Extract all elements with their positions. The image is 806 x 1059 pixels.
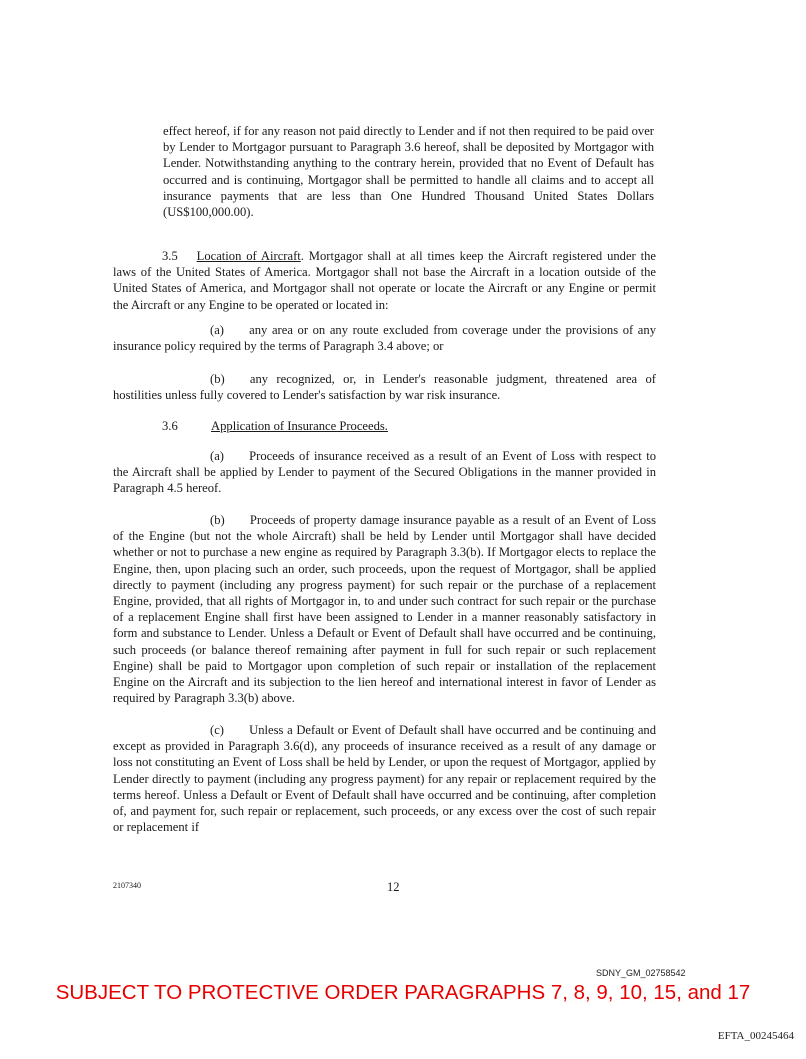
section-3-5-number: 3.5	[162, 249, 178, 263]
section-3-6-b: (b) Proceeds of property damage insurance payable as a result of an Event of Loss of the Engine (but not the whole Aircraft) shall be held by Lender until Mortgagor shall have decided whether or not to purchase a new engine as required by Paragraph 3.3(b). If Mortgagor elects to replace the Engine, then, upon placing such an order, such proceeds, upon the request of Mortgagor, shall be applied directly to payment (including any progress payment) for such repair or the purchase of a replacement Engine, provided, that all rights of Mortgagor in, to and under such contract for such repair or the purchase of a replacement Engine shall first have been assigned to Lender in a manner reasonably satisfactory in form and substance to Lender. Unless a Default or Event of Default shall have occurred and be continuing, such proceeds (or balance thereof remaining after payment in full for such repair or such replacement Engine) shall be paid to Mortgagor upon completion of such repair or installation of the replacement Engine on the Aircraft and its subjection to the lien hereof and international interest in favor of Lender as required by Paragraph 3.3(b) above.	[113, 513, 656, 706]
section-3-5-title: Location of Aircraft	[196, 249, 301, 263]
document-id: 2107340	[113, 881, 141, 890]
protective-order-banner: SUBJECT TO PROTECTIVE ORDER PARAGRAPHS 7, 8, 9, 10, 15, and 17	[55, 981, 751, 1004]
page-number: 12	[387, 880, 400, 894]
section-3-5-a: (a) any area or on any route excluded from coverage under the provisions of any insurance policy required by the terms of Paragraph 3.4 above; or	[113, 323, 656, 354]
section-3-5	[113, 248, 656, 313]
section-3-5-text: . Mortgagor shall at all times keep the Aircraft registered under the laws of the United States of America. Mortgagor shall not base the Aircraft in a location outside of the United States of America, and Mortgagor shall not operate or locate the Aircraft or any Engine or permit the Aircraft or any Engine to be operated or located in:	[113, 249, 656, 312]
section-3-6-number: 3.6	[162, 419, 178, 433]
section-3-6-title: Application of Insurance Proceeds.	[211, 419, 388, 433]
efta-number: EFTA_00245464	[717, 1030, 794, 1042]
section-3-6-c: (c) Unless a Default or Event of Default shall have occurred and be continuing and except as provided in Paragraph 3.6(d), any proceeds of insurance received as a result of any damage or loss not constituting an Event of Loss shall be held by Lender, or upon the request of Mortgagor, applied by Lender directly to payment (including any progress payment) for any repair or replacement required by the terms hereof. Unless a Default or Event of Default shall have occurred and be continuing, after completion of, and payment for, such repair or replacement, such proceeds, or any excess over the cost of such repair or replacement if	[113, 723, 656, 835]
bates-number: SDNY_GM_02758542	[596, 968, 686, 978]
section-3-5-b: (b) any recognized, or, in Lender's reasonable judgment, threatened area of hostilities unless fully covered to Lender's satisfaction by war risk insurance.	[113, 372, 656, 403]
section-3-6-heading	[162, 418, 388, 434]
section-3-6-a: (a) Proceeds of insurance received as a result of an Event of Loss with respect to the Aircraft shall be applied by Lender to payment of the Secured Obligations in the manner provided in Paragraph 4.5 hereof.	[113, 449, 656, 496]
paragraph-continued: effect hereof, if for any reason not paid directly to Lender and if not then required to be paid over by Lender to Mortgagor pursuant to Paragraph 3.6 hereof, shall be deposited by Mortgagor with Lender. Notwithstanding anything to the contrary herein, provided that no Event of Default has occurred and is continuing, Mortgagor shall be permitted to handle all claims and to accept all insurance payments that are less than One Hundred Thousand United States Dollars (US$100,000.00).	[163, 124, 654, 220]
